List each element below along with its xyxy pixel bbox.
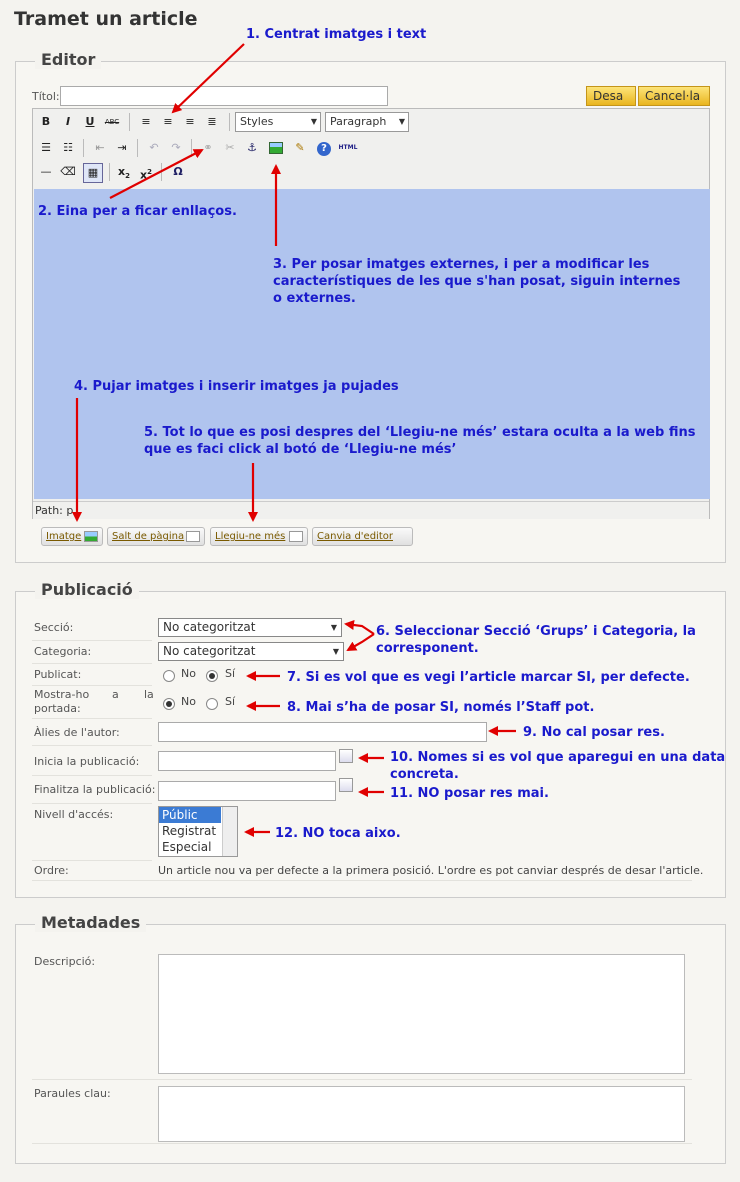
strikethrough-icon[interactable]: ABC (104, 118, 120, 126)
frontpage-yes-label: Sí (225, 695, 236, 708)
author-alias-label: Àlies de l'autor: (34, 726, 120, 739)
read-more-button[interactable]: Llegiu-ne més (210, 527, 308, 546)
annotation-2: 2. Eina per a ficar enllaços. (38, 204, 237, 219)
publish-up-label: Inicia la publicació: (34, 755, 140, 768)
format-select[interactable]: Paragraph ▼ (325, 112, 409, 132)
editor-legend: Editor (35, 50, 101, 69)
title-label: Títol: (32, 90, 60, 103)
page-title: Tramet un article (14, 8, 198, 30)
table-icon[interactable]: ▦ (83, 163, 103, 183)
metadata-legend: Metadades (35, 913, 146, 932)
order-text: Un article nou va per defecte a la primera posició. L'ordre es pot canviar després de desar l'article. (158, 864, 704, 877)
cleanup-icon[interactable]: ✎ (295, 141, 305, 154)
indent-icon[interactable]: ⇥ (117, 141, 127, 154)
cancel-button[interactable]: Cancel·la (638, 86, 710, 106)
align-left-icon[interactable]: ≡ (141, 115, 151, 128)
underline-icon[interactable]: U (85, 115, 95, 128)
annotation-10: 10. Nomes si es vol que aparegui en una data concreta. (390, 750, 726, 782)
frontpage-no-label: No (181, 695, 196, 708)
category-label: Categoria: (34, 645, 92, 658)
align-right-icon[interactable]: ≡ (185, 115, 195, 128)
page-break-button[interactable]: Salt de pàgina (107, 527, 205, 546)
align-justify-icon[interactable]: ≣ (207, 115, 217, 128)
help-icon[interactable]: ? (315, 139, 333, 157)
align-center-icon[interactable]: ≡ (163, 115, 173, 128)
published-yes-label: Sí (225, 667, 236, 680)
arrow-6b (348, 634, 374, 650)
arrow-1 (173, 44, 244, 112)
horizontal-rule-icon[interactable]: — (40, 165, 52, 178)
annotation-1: 1. Centrat imatges i text (246, 27, 427, 42)
subscript-icon[interactable]: $x_2$ (118, 165, 130, 181)
section-label: Secció: (34, 621, 74, 634)
redo-icon[interactable]: ↷ (171, 141, 181, 154)
save-button[interactable]: Desa (586, 86, 636, 106)
arrow-2 (110, 150, 202, 198)
publication-legend: Publicació (35, 580, 139, 599)
access-option[interactable]: Registrat (162, 824, 217, 838)
annotation-4: 4. Pujar imatges i inserir imatges ja pujades (74, 379, 399, 394)
remove-format-icon[interactable]: ⌫ (60, 165, 76, 178)
italic-icon[interactable]: I (65, 115, 71, 128)
outdent-icon[interactable]: ⇤ (95, 141, 105, 154)
frontpage-label: Mostra-ho a la portada: (34, 688, 154, 715)
access-option[interactable]: Especial (162, 840, 212, 854)
annotation-12: 12. NO toca aixo. (275, 826, 401, 841)
anchor-icon[interactable]: ⚓ (247, 141, 257, 154)
access-option[interactable]: Públic (159, 807, 221, 823)
section-select[interactable]: No categoritzat ▼ (158, 618, 342, 637)
link-icon[interactable]: ⚭ (203, 141, 213, 154)
undo-icon[interactable]: ↶ (149, 141, 159, 154)
publish-down-label: Finalitza la publicació: (34, 783, 156, 796)
special-char-icon[interactable]: Ω (173, 165, 183, 178)
annotation-8: 8. Mai s’ha de posar SI, només l’Staff pot. (287, 700, 595, 715)
editor-path: Path: p (33, 501, 709, 519)
annotation-6: 6. Seleccionar Secció ‘Grups’ i Categoria, la corresponent. (376, 624, 696, 656)
published-label: Publicat: (34, 668, 82, 681)
arrow-6a (346, 624, 374, 634)
html-icon[interactable]: HTML (338, 144, 358, 151)
keywords-label: Paraules clau: (34, 1087, 111, 1100)
superscript-icon[interactable]: $x^2$ (140, 168, 152, 182)
annotation-9: 9. No cal posar res. (523, 725, 665, 740)
styles-select[interactable]: Styles ▼ (235, 112, 321, 132)
toggle-editor-button[interactable]: Canvia d'editor (312, 527, 413, 546)
category-select[interactable]: No categoritzat ▼ (158, 642, 344, 661)
annotation-11: 11. NO posar res mai. (390, 786, 549, 801)
image-button[interactable]: Imatge (41, 527, 103, 546)
order-label: Ordre: (34, 864, 69, 877)
bold-icon[interactable]: B (41, 115, 51, 128)
unlink-icon[interactable]: ✂ (225, 141, 235, 154)
published-no-label: No (181, 667, 196, 680)
annotation-5: 5. Tot lo que es posi despres del ‘Llegiu-ne més’ estara oculta a la web fins que es faci click al botó de ‘Llegiu-ne més’ (144, 425, 696, 457)
access-level-label: Nivell d'accés: (34, 808, 114, 821)
bullet-list-icon[interactable]: ☰ (41, 141, 51, 154)
annotation-7: 7. Si es vol que es vegi l’article marcar SI, per defecte. (287, 670, 690, 685)
description-label: Descripció: (34, 955, 96, 968)
annotation-3: 3. Per posar imatges externes, i per a modificar les característiques de les que s'han posat, siguin internes o externes. (273, 257, 681, 306)
numbered-list-icon[interactable]: ☷ (63, 141, 73, 154)
